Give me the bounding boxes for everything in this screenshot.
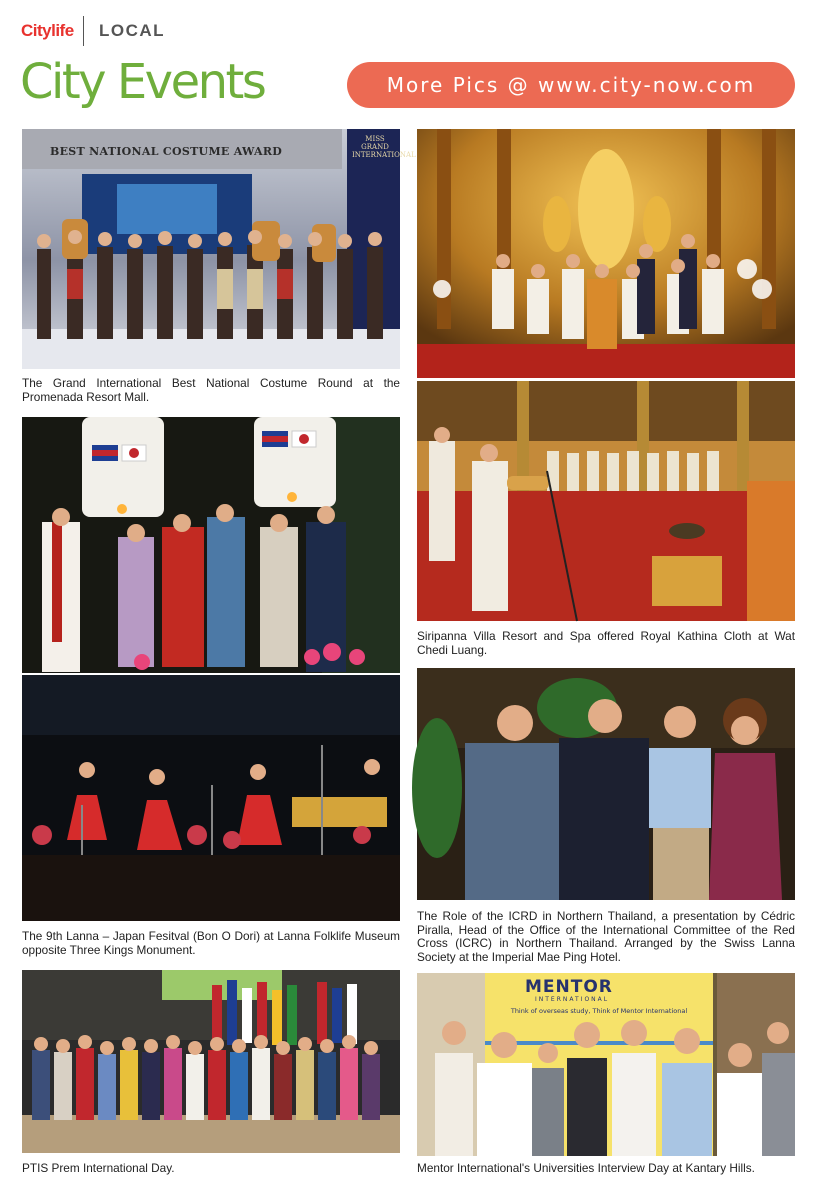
photo-ptis-international-day xyxy=(22,970,400,1153)
caption-lanna-japan: The 9th Lanna – Japan Fesitval (Bon O Dori) at Lanna Folklife Museum opposite Three Kings Monument. xyxy=(22,929,400,957)
photo-night-concert xyxy=(22,675,400,921)
costume-side-text: MISS GRAND INTERNATIONAL xyxy=(352,135,416,159)
photo-lantern-release xyxy=(22,417,400,673)
photo-temple-group xyxy=(417,129,795,378)
mentor-banner-sub: INTERNATIONAL xyxy=(535,996,610,1003)
section-label: LOCAL xyxy=(99,21,166,40)
photo-icrd-presentation xyxy=(417,668,795,900)
page-title: City Events xyxy=(20,54,265,110)
mentor-banner-title: MENTOR xyxy=(525,977,613,997)
costume-banner-text: BEST NATIONAL COSTUME AWARD xyxy=(50,145,283,158)
photo-costume-award xyxy=(22,129,416,369)
photo-mentor-interview-day xyxy=(417,973,795,1156)
caption-ptis: PTIS Prem International Day. xyxy=(22,1161,175,1175)
more-pics-link[interactable]: More Pics @ www.city-now.com xyxy=(347,62,795,108)
caption-kathina: Siripanna Villa Resort and Spa offered Royal Kathina Cloth at Wat Chedi Luang. xyxy=(417,629,795,657)
brand-logo: Citylife xyxy=(21,21,74,40)
caption-icrd: The Role of the ICRD in Northern Thailand, a presentation by Cédric Piralla, Head of the Office of the International Committee of the Red Cross (ICRC) in Northern Thailand. Arranged by the Swiss Lanna Society at the Imperial Mae Ping Hotel. xyxy=(417,909,795,964)
caption-mentor: Mentor International's Universities Interview Day at Kantary Hills. xyxy=(417,1161,755,1175)
header-divider xyxy=(83,16,84,46)
photo-kathina-ceremony xyxy=(417,381,795,621)
caption-costume: The Grand International Best National Costume Round at the Promenada Resort Mall. xyxy=(22,376,400,404)
mentor-banner-tagline: Think of overseas study, Think of Mentor International xyxy=(510,1007,688,1015)
